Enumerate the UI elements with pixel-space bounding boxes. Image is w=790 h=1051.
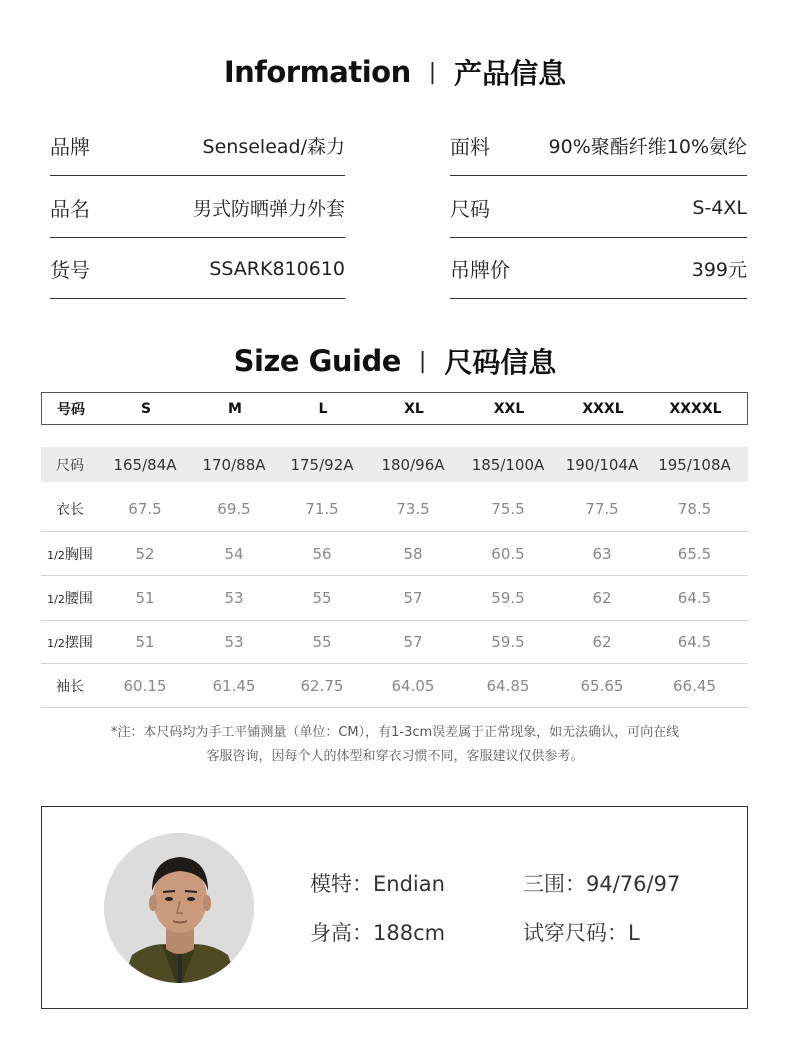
model-info-box — [41, 806, 748, 1009]
table-cell: 170/88A — [202, 455, 266, 474]
table-cell: 185/100A — [471, 455, 545, 474]
header-cell: S — [140, 400, 152, 417]
title-separator: | — [418, 348, 427, 374]
table-cell: 57 — [403, 633, 423, 651]
table-cell: 78.5 — [677, 500, 712, 518]
table-cell: 175/92A — [290, 455, 354, 474]
model-avatar — [104, 833, 254, 983]
table-cell: 64.85 — [486, 676, 530, 695]
table-cell: 55 — [312, 633, 332, 651]
size-guide-title-zh: 尺码信息 — [444, 346, 557, 379]
table-row — [41, 576, 748, 621]
info-key: 吊牌价 — [450, 258, 510, 282]
info-key: 面料 — [450, 135, 490, 159]
row-label — [41, 588, 99, 608]
table-row — [41, 532, 748, 576]
row-label-prefix: 1/2 — [47, 593, 65, 606]
table-cell: 73.5 — [396, 500, 430, 518]
row-label: 袖长 — [56, 678, 84, 695]
information-title — [0, 52, 790, 92]
table-cell: 54 — [224, 544, 244, 563]
table-cell: 51 — [135, 633, 155, 651]
info-product-name — [50, 176, 345, 238]
table-cell: 69.5 — [217, 500, 251, 518]
table-cell: 58 — [403, 544, 423, 563]
header-cell: XXL — [493, 400, 525, 417]
model-portrait-image — [104, 833, 254, 983]
table-cell: 63 — [592, 544, 612, 563]
table-cell: 62 — [592, 633, 612, 651]
table-cell: 66.45 — [673, 676, 716, 695]
table-cell: 53 — [224, 633, 244, 651]
model-name: 模特：Endian — [310, 872, 445, 896]
header-cell: M — [228, 400, 242, 417]
table-cell: 71.5 — [305, 500, 339, 518]
row-label-text: 摆围 — [64, 635, 93, 651]
table-cell: 190/104A — [565, 455, 639, 474]
header-cell: 号码 — [57, 401, 85, 418]
model-height: 身高：188cm — [310, 921, 446, 945]
table-row — [41, 487, 748, 532]
table-cell: 65.5 — [677, 544, 712, 563]
table-cell: 165/84A — [113, 455, 177, 474]
row-label: 尺码 — [56, 457, 84, 474]
table-cell: 56 — [312, 544, 332, 563]
size-note-line1: *注：本尺码均为手工平铺测量（单位：CM），有1-3cm误差属于正常现象，如无法确认，可向在线 — [110, 725, 680, 740]
information-title-zh: 产品信息 — [454, 57, 567, 90]
title-separator: | — [428, 59, 437, 85]
row-label-prefix: 1/2 — [47, 548, 65, 562]
header-cell: XXXXL — [669, 400, 722, 417]
table-cell: 57 — [403, 589, 423, 607]
information-title-en: Information — [223, 55, 411, 89]
info-item-number — [50, 237, 345, 299]
header-cell: XL — [404, 400, 424, 417]
table-row — [41, 447, 748, 482]
row-label-text: 腰围 — [64, 591, 93, 607]
table-row — [41, 664, 748, 708]
table-cell: 60.5 — [491, 544, 525, 563]
table-cell: 55 — [312, 589, 332, 607]
table-cell: 59.5 — [491, 589, 525, 607]
header-cell: XXXL — [582, 400, 624, 417]
model-measurements: 三围：94/76/97 — [523, 872, 681, 896]
model-fitting-size: 试穿尺码：L — [523, 921, 640, 945]
info-value: SSARK810610 — [209, 257, 345, 280]
table-cell: 65.65 — [580, 676, 624, 695]
info-fabric — [450, 114, 747, 176]
info-key: 货号 — [50, 258, 90, 282]
table-cell: 195/108A — [658, 455, 731, 474]
row-label-prefix: 1/2 — [47, 637, 65, 650]
table-cell: 77.5 — [585, 500, 619, 518]
row-label — [41, 544, 99, 564]
size-note-line2: 客服咨询，因每个人的体型和穿衣习惯不同，客服建议仅供参考。 — [206, 749, 584, 764]
table-cell: 51 — [135, 589, 155, 607]
info-key: 尺码 — [450, 197, 490, 221]
info-brand — [50, 114, 345, 176]
size-table-header — [41, 392, 748, 425]
table-cell: 52 — [135, 544, 155, 563]
table-cell: 60.15 — [123, 676, 167, 695]
info-value: 男式防晒弹力外套 — [192, 198, 345, 220]
table-cell: 67.5 — [128, 500, 162, 518]
table-cell: 64.5 — [677, 633, 712, 651]
info-value: 399元 — [691, 259, 747, 281]
table-cell: 61.45 — [212, 676, 256, 695]
info-value: S-4XL — [692, 196, 747, 219]
row-label — [41, 632, 99, 652]
table-cell: 62.75 — [300, 676, 344, 695]
table-cell: 180/96A — [381, 455, 445, 474]
table-cell: 62 — [592, 589, 612, 607]
size-note — [0, 721, 790, 769]
table-cell: 75.5 — [491, 500, 525, 518]
info-tag-price — [450, 237, 747, 299]
info-size-range — [450, 176, 747, 238]
info-value: Senselead/森力 — [202, 136, 345, 158]
table-cell: 53 — [224, 589, 244, 607]
row-label-text: 胸围 — [64, 546, 93, 563]
info-value: 90%聚酯纤维10%氨纶 — [548, 136, 747, 158]
table-cell: 59.5 — [491, 633, 525, 651]
row-label: 衣长 — [56, 502, 84, 518]
info-key: 品名 — [50, 197, 90, 221]
table-row — [41, 621, 748, 664]
table-cell: 64.5 — [677, 589, 712, 607]
table-cell: 64.05 — [391, 676, 435, 695]
size-guide-title-en: Size Guide — [233, 344, 401, 378]
header-cell: L — [318, 400, 328, 417]
size-guide-title — [0, 341, 790, 381]
info-key: 品牌 — [50, 135, 90, 159]
